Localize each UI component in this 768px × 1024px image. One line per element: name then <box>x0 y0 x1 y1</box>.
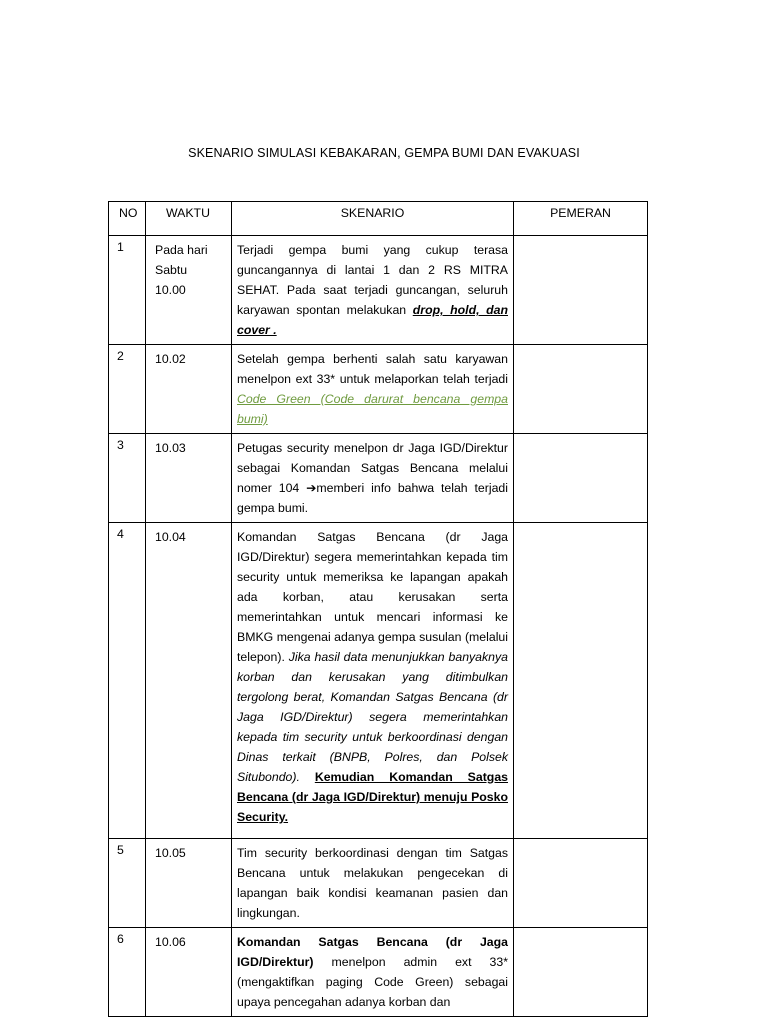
cell-pemeran <box>514 345 648 434</box>
cell-waktu <box>146 345 232 434</box>
cell-waktu <box>146 928 232 1017</box>
skenario-text: menelpon admin ext 33* (mengaktifkan paging Code Green) sebagai upaya pencegahan adanya korban dan <box>237 955 508 1009</box>
table-header-row <box>109 202 648 236</box>
cell-waktu <box>146 523 232 839</box>
table-row <box>109 236 648 345</box>
skenario-text: Kemudian Komandan Satgas Bencana (dr Jaga IGD/Direktur) menuju Posko Security. <box>237 770 508 824</box>
cell-no: 1 <box>109 236 146 345</box>
skenario-text: Komandan Satgas Bencana (dr Jaga IGD/Direktur) <box>237 935 508 969</box>
waktu-line: Pada hari <box>155 243 208 257</box>
waktu-line: 10.04 <box>155 530 186 544</box>
cell-waktu <box>146 839 232 928</box>
cell-skenario <box>232 928 514 1017</box>
table-row <box>109 523 648 839</box>
waktu-line: 10.06 <box>155 935 186 949</box>
cell-skenario <box>232 345 514 434</box>
skenario-text: Tim security berkoordinasi dengan tim Satgas Bencana untuk melakukan pengecekan di lapangan baik kondisi keamanan pasien dan lingkungan. <box>237 846 508 920</box>
cell-no: 6 <box>109 928 146 1017</box>
scenario-table <box>108 201 648 1017</box>
waktu-line: Sabtu <box>155 263 188 277</box>
skenario-text: Terjadi gempa bumi yang cukup terasa guncangannya di lantai 1 dan 2 RS MITRA SEHAT. Pada saat terjadi guncangan, seluruh karyawan spontan melakukan <box>237 243 508 317</box>
cell-pemeran <box>514 928 648 1017</box>
table-row <box>109 839 648 928</box>
waktu-line: 10.03 <box>155 441 186 455</box>
header-no: NO <box>109 202 146 236</box>
waktu-line: 10.05 <box>155 846 186 860</box>
cell-pemeran <box>514 839 648 928</box>
cell-pemeran <box>514 236 648 345</box>
table-row <box>109 345 648 434</box>
waktu-line: 10.00 <box>155 283 186 297</box>
cell-skenario <box>232 434 514 523</box>
cell-pemeran <box>514 434 648 523</box>
skenario-text: Jika hasil data menunjukkan banyaknya korban dan kerusakan yang ditimbulkan tergolong berat, Komandan Satgas Bencana (dr Jaga IGD/Direktur) segera memerintahkan kepada tim security untuk berkoordinasi dengan Dinas terkait (BNPB, Polres, dan Polsek Situbondo). <box>237 650 508 784</box>
cell-skenario <box>232 839 514 928</box>
cell-no: 2 <box>109 345 146 434</box>
cell-no: 5 <box>109 839 146 928</box>
cell-no: 3 <box>109 434 146 523</box>
skenario-text: Code Green (Code darurat bencana gempa bumi) <box>237 392 508 426</box>
cell-waktu <box>146 236 232 345</box>
skenario-text: Komandan Satgas Bencana (dr Jaga IGD/Direktur) segera memerintahkan kepada tim security untuk memeriksa ke lapangan apakah ada korban, atau kerusakan serta memerintahkan untuk mencari informasi ke BMKG mengenai adanya gempa susulan (melalui telepon). <box>237 530 508 664</box>
skenario-text: Setelah gempa berhenti salah satu karyawan menelpon ext 33* untuk melaporkan telah terjadi <box>237 352 508 386</box>
cell-skenario <box>232 523 514 839</box>
cell-no: 4 <box>109 523 146 839</box>
cell-skenario <box>232 236 514 345</box>
header-pemeran: PEMERAN <box>514 202 648 236</box>
skenario-text: Petugas security menelpon dr Jaga IGD/Direktur sebagai Komandan Satgas Bencana melalui nomer 104 ➔memberi info bahwa telah terjadi gempa bumi. <box>237 441 508 515</box>
cell-pemeran <box>514 523 648 839</box>
waktu-line: 10.02 <box>155 352 186 366</box>
header-skenario: SKENARIO <box>232 202 514 236</box>
skenario-text: drop, hold, dan cover . <box>237 303 508 337</box>
table-row <box>109 434 648 523</box>
table-row <box>109 928 648 1017</box>
document-title: SKENARIO SIMULASI KEBAKARAN, GEMPA BUMI DAN EVAKUASI <box>188 146 580 160</box>
header-waktu: WAKTU <box>146 202 232 236</box>
cell-waktu <box>146 434 232 523</box>
